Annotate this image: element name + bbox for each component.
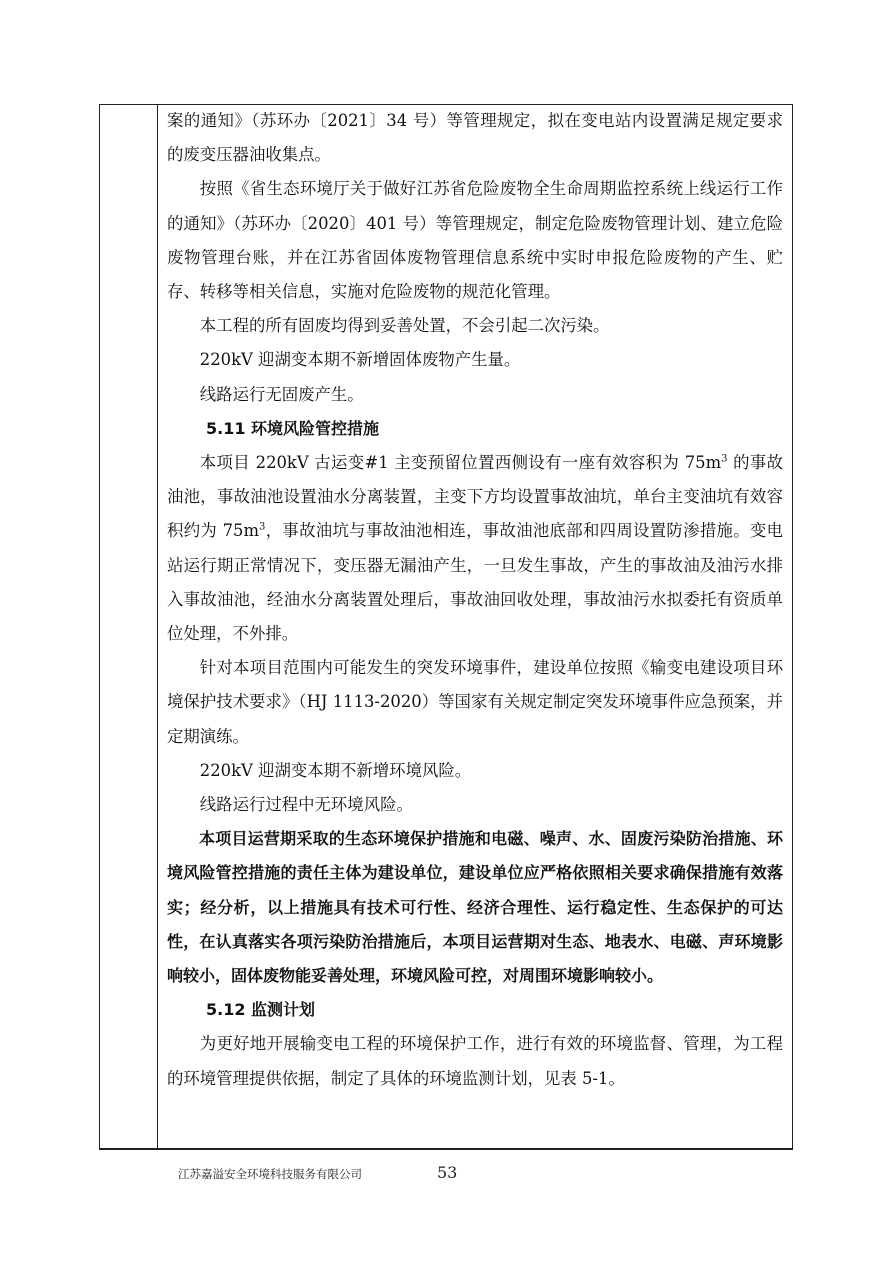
paragraph-emergency-plan: 针对本项目范围内可能发生的突发环境事件，建设单位按照《输变电建设项目环境保护技术要求》（HJ 1113-2020）等国家有关规定制定突发环境事件应急预案，并定期演练。 xyxy=(167,658,783,746)
paragraph-continuation: 案的通知》（苏环办〔2021〕34 号）等管理规定，拟在变电站内设置满足规定要求的废变压器油收集点。 xyxy=(167,111,783,165)
oil-pool-text-c: ，事故油坑与事故油池相连，事故油池底部和四周设置防渗措施。变电站运行期正常情况下，变压器无漏油产生，一旦发生事故，产生的事故油及油污水排入事故油池，经油水分离装置处理后，事故油回收处理，事故油污水拟委托有资质单位处理，不外排。 xyxy=(167,521,784,644)
superscript-cubic-1: 3 xyxy=(721,453,728,465)
page-number: 53 xyxy=(437,1163,458,1182)
paragraph-hazardous-waste: 按照《省生态环境厅关于做好江苏省危险废物全生命周期监控系统上线运行工作的通知》（苏环办〔2020〕401 号）等管理规定，制定危险废物管理计划、建立危险废物管理台账，并在江苏省固体废物管理信息系统中实时申报危险废物的产生、贮存、转移等相关信息，实施对危险废物的规范化管理。 xyxy=(167,179,783,302)
oil-pool-text-a: 本项目 220kV 古运变#1 主变预留位置西侧设有一座有效容积为 75m xyxy=(199,453,722,473)
oil-pool-text-b: 的事故油池，事故油池设置油水分离装置，主变下方均设置事故油坑，单台主变油坑有效容积约为 75m xyxy=(167,453,783,541)
section-heading-5-12: 5.12 监测计划 xyxy=(206,1000,316,1020)
paragraph-solid-waste: 本工程的所有固废均得到妥善处置，不会引起二次污染。 xyxy=(199,316,610,336)
paragraph-monitoring: 为更好地开展输变电工程的环境保护工作，进行有效的环境监督、管理，为工程的环境管理提供依据，制定了具体的环境监测计划，见表 5-1。 xyxy=(167,1034,783,1088)
paragraph-oil-pool xyxy=(167,446,783,651)
paragraph-line-waste: 线路运行无固废产生。 xyxy=(199,384,364,404)
paragraph-yinghu-waste: 220kV 迎湖变本期不新增固体废物产生量。 xyxy=(199,350,521,370)
paragraph-line-risk: 线路运行过程中无环境风险。 xyxy=(199,795,413,815)
section-heading-5-11: 5.11 环境风险管控措施 xyxy=(206,418,380,438)
paragraph-summary-bold: 本项目运营期采取的生态环境保护措施和电磁、噪声、水、固废污染防治措施、环境风险管控措施的责任主体为建设单位，建设单位应严格依照相关要求确保措施有效落实；经分析，以上措施具有技术可行性、经济合理性、运行稳定性、生态保护的可达性，在认真落实各项污染防治措施后，本项目运营期对生态、地表水、电磁、声环境影响较小，固体废物能妥善处理，环境风险可控，对周围环境影响较小。 xyxy=(167,829,783,986)
superscript-cubic-2: 3 xyxy=(259,521,266,533)
column-divider xyxy=(157,104,158,1150)
body-content xyxy=(167,104,783,1096)
paragraph-yinghu-risk: 220kV 迎湖变本期不新增环境风险。 xyxy=(199,760,472,780)
footer-company-name: 江苏嘉溢安全环境科技服务有限公司 xyxy=(178,1167,362,1181)
